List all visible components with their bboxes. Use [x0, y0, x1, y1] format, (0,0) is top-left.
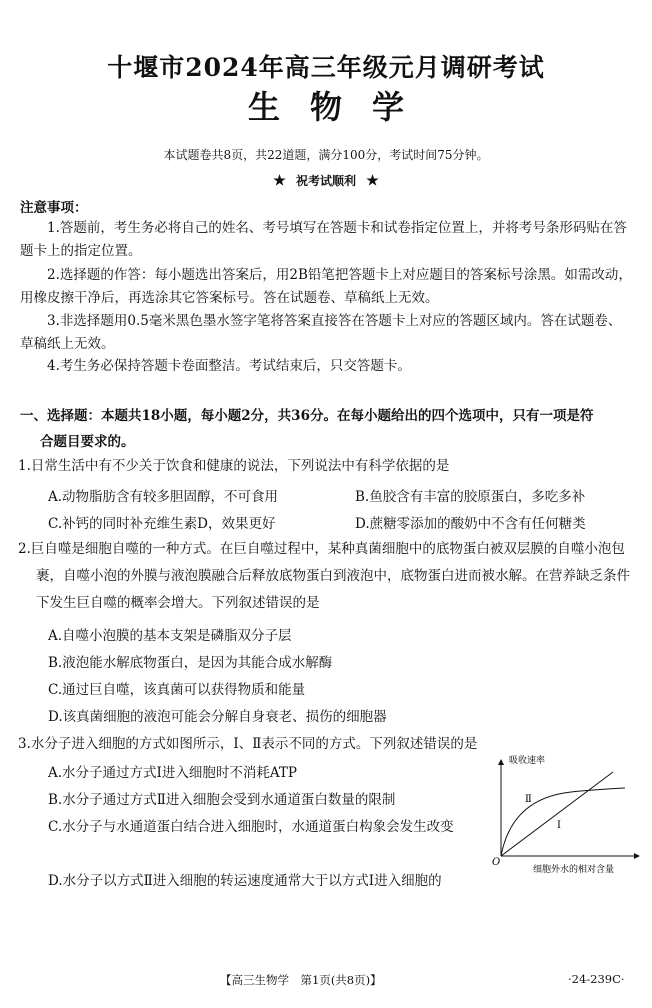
question-stem-text: 2.巨自噬是细胞自噬的一种方式。在巨自噬过程中，某种真菌细胞中的底物蛋白被双层膜的自噬小泡包裹，自噬小泡的外膜与液泡膜融合后释放底物蛋白到液泡中，底物蛋白进而被水解。在营养缺乏条件下发生巨自噬的概率会增大。下列叙述错误的是	[18, 541, 630, 611]
question-option: B.水分子通过方式Ⅱ进入细胞会受到水通道蛋白数量的限制	[48, 792, 396, 808]
question-option: C.水分子与水通道蛋白结合进入细胞时，水通道蛋白构象会发生改变	[48, 819, 454, 835]
water-uptake-graph	[487, 752, 647, 880]
notes-heading: 注意事项：	[20, 200, 88, 216]
question-option: B.鱼胶含有丰富的胶原蛋白，多吃多补	[355, 489, 586, 505]
question-option: D.水分子以方式Ⅱ进入细胞的转运速度通常大于以方式Ⅰ进入细胞的	[48, 873, 442, 889]
section-heading-line: 一、选择题：本题共18小题，每小题2分，共36分。在每小题给出的四个选项中，只有一项是符	[20, 408, 594, 424]
note-item: 3.非选择题用0.5毫米黑色墨水签字笔将答案直接答在答题卡上对应的答题区域内。答在试题卷、草稿纸上无效。	[20, 313, 622, 352]
question-stem: 1.日常生活中有不少关于饮食和健康的说法，下列说法中有科学依据的是	[18, 458, 450, 474]
question-option: A.水分子通过方式Ⅰ进入细胞时不消耗ATP	[48, 765, 297, 781]
origin-label: O	[492, 857, 501, 868]
subject-title: 生物学	[247, 88, 434, 126]
question-option: C.通过巨自噬，该真菌可以获得物质和能量	[48, 682, 306, 698]
star-icon: ★	[366, 173, 379, 189]
question-option: C.补钙的同时补充维生素D，效果更好	[48, 516, 276, 532]
good-luck-text: 祝考试顺利	[295, 174, 356, 188]
footer-page-info: 【高三生物学 第1页(共8页)】	[220, 973, 382, 987]
question-option: D.该真菌细胞的液泡可能会分解自身衰老、损伤的细胞器	[48, 709, 387, 725]
curve-2	[501, 788, 625, 856]
section-heading	[20, 403, 634, 455]
section-heading-line: 合题目要求的。	[40, 434, 135, 450]
star-icon: ★	[273, 173, 286, 189]
note-item: 4.考生务必保持答题卡卷面整洁。考试结束后，只交答题卡。	[47, 358, 411, 374]
question-option: D.蔗糖零添加的酸奶中不含有任何糖类	[355, 516, 586, 532]
question-option: A.自噬小泡膜的基本支架是磷脂双分子层	[48, 628, 292, 644]
note-item: 1.答题前，考生务必将自己的姓名、考号填写在答题卡和试卷指定位置上，并将考号条形码贴在答题卡上的指定位置。	[20, 220, 627, 259]
y-axis-label: 吸收速率	[509, 756, 546, 766]
x-axis-label: 细胞外水的相对含量	[533, 865, 615, 875]
exam-title: 十堰市2024年高三年级元月调研考试	[107, 53, 545, 82]
question-option: A.动物脂肪含有较多胆固醇，不可食用	[48, 489, 279, 505]
exam-info: 本试题卷共8页，共22道题，满分100分，考试时间75分钟。	[163, 148, 489, 162]
curve-2-label: Ⅱ	[525, 794, 532, 805]
curve-1	[501, 772, 613, 856]
footer-code: ·24-239C·	[568, 972, 625, 986]
question-stem	[18, 536, 638, 617]
curve-1-label: Ⅰ	[557, 820, 561, 831]
good-luck-line	[0, 172, 652, 189]
question-stem: 3.水分子进入细胞的方式如图所示，Ⅰ、Ⅱ表示不同的方式。下列叙述错误的是	[18, 736, 478, 752]
note-item: 2.选择题的作答：每小题选出答案后，用2B铅笔把答题卡上对应题目的答案标号涂黑。如需改动，用橡皮擦干净后，再选涂其它答案标号。答在试题卷、草稿纸上无效。	[20, 267, 632, 306]
question-option: B.液泡能水解底物蛋白，是因为其能合成水解酶	[48, 655, 333, 671]
